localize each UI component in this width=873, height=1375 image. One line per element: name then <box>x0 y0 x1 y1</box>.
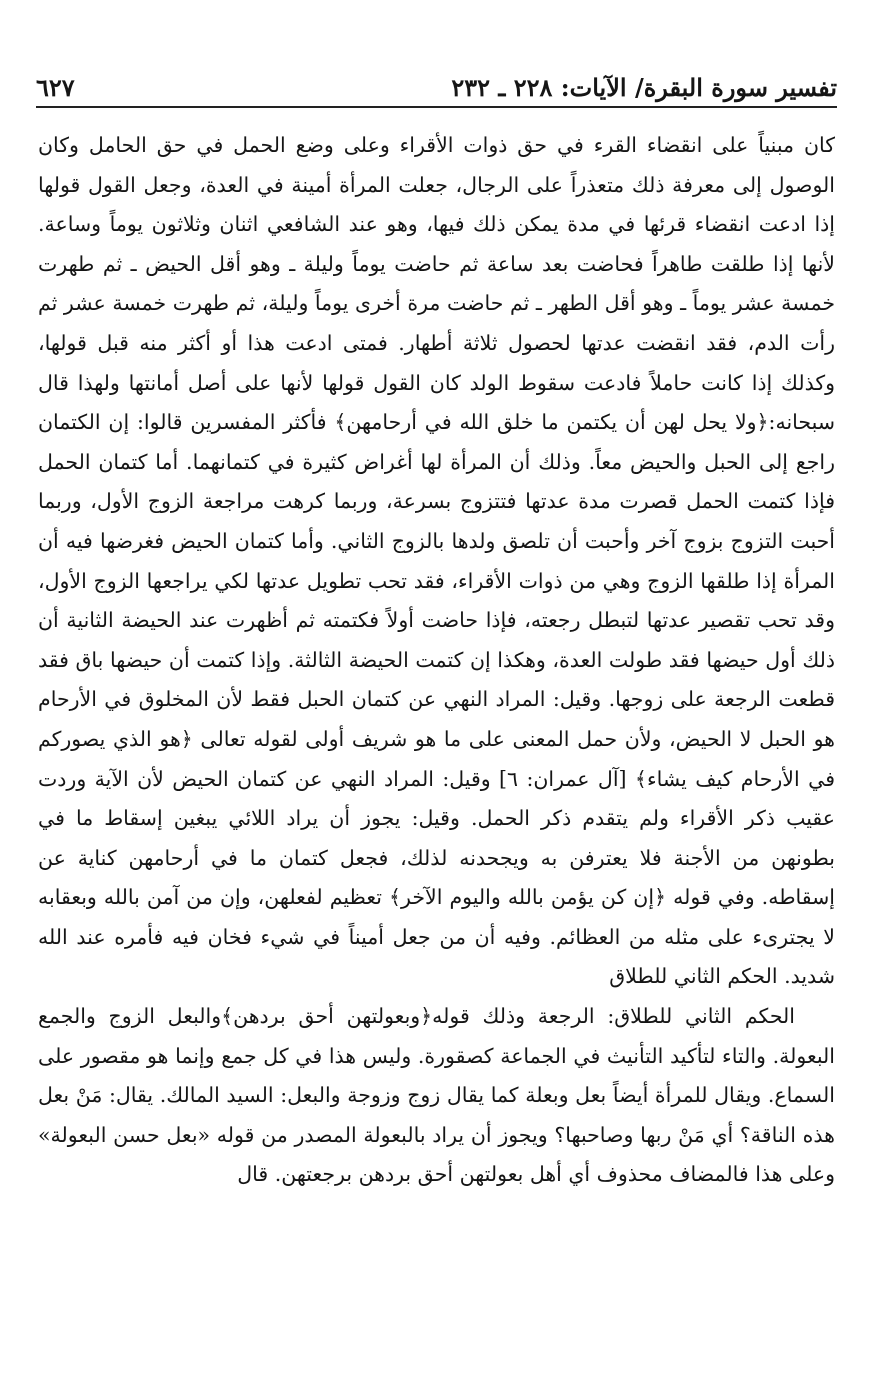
page-header <box>36 56 837 108</box>
page-number: ٦٢٧ <box>36 73 75 102</box>
paragraph: الحكم الثاني للطلاق: الرجعة وذلك قوله﴿وبعولتهن أحق بردهن﴾والبعل الزوج والجمع البعولة. والتاء لتأكيد التأنيث في الجماعة كصقورة. وليس هذا في كل جمع وإنما هو مقصور على السماع. ويقال للمرأة أيضاً بعل وبعلة كما يقال زوج وزوجة والبعل: السيد المالك. يقال: مَنْ بعل هذه الناقة؟ أي مَنْ ربها وصاحبها؟ ويجوز أن يراد بالبعولة المصدر من قوله «بعل حسن البعولة» وعلى هذا فالمضاف محذوف أي أهل بعولتهن أحق بردهن برجعتهن. قال <box>38 1004 835 1187</box>
paragraph: كان مبنياً على انقضاء القرء في حق ذوات الأقراء وعلى وضع الحمل في حق الحامل وكان الوصول إلى معرفة ذلك متعذراً على الرجال، جعلت المرأة أمينة في العدة، وجعل القول قولها إذا ادعت انقضاء قرئها في مدة يمكن ذلك فيها، وهو عند الشافعي اثنان وثلاثون يوماً وساعة. لأنها إذا طلقت طاهراً فحاضت بعد ساعة ثم حاضت يوماً وليلة ـ وهو أقل الحيض ـ ثم طهرت خمسة عشر يوماً ـ وهو أقل الطهر ـ ثم حاضت مرة أخرى يوماً وليلة، ثم طهرت خمسة عشر ثم رأت الدم، فقد انقضت عدتها لحصول ثلاثة أطهار. فمتى ادعت هذا أو أكثر منه قبل قولها، وكذلك إذا كانت حاملاً فادعت سقوط الولد كان القول قولها لأنها على أصل أمانتها ولهذا قال سبحانه:﴿ولا يحل لهن أن يكتمن ما خلق الله في أرحامهن﴾ فأكثر المفسرين قالوا: إن الكتمان راجع إلى الحبل والحيض معاً. وذلك أن المرأة لها أغراض كثيرة في كتمانهما. أما كتمان الحمل فإذا كتمت الحمل قصرت مدة عدتها فتتزوج بسرعة، وربما كرهت مراجعة الزوج الأول، وربما أحبت التزوج بزوج آخر وأحبت أن تلصق ولدها بالزوج الثاني. وأما كتمان الحيض فغرضها فيه أن المرأة إذا طلقها الزوج وهي من ذوات الأقراء، فقد تحب تطويل عدتها لكي يراجعها الزوج الأول، وقد تحب تقصير عدتها لتبطل رجعته، فإذا حاضت أولاً فكتمته ثم أظهرت عند الحيضة الثانية أن ذلك أول حيضها فقد طولت العدة، وهكذا إن كتمت الحيضة الثالثة. وإذا كتمت أن حيضها باق فقد قطعت الرجعة على زوجها. وقيل: المراد النهي عن كتمان الحبل فقط لأن المخلوق في الأرحام هو الحبل لا الحيض، ولأن حمل المعنى على ما هو شريف أولى لقوله تعالى ﴿هو الذي يصوركم في الأرحام كيف يشاء﴾ [آل عمران: ٦] وقيل: المراد النهي عن كتمان الحيض لأن الآية وردت عقيب ذكر الأقراء ولم يتقدم ذكر الحمل. وقيل: يجوز أن يراد اللائي يبغين إسقاط ما في بطونهن من الأجنة فلا يعترفن به ويجحدنه لذلك، فجعل كتمان ما في أرحامهن كناية عن إسقاطه. وفي قوله ﴿إن كن يؤمن بالله واليوم الآخر﴾ تعظيم لفعلهن، وإن من آمن بالله وبعقابه لا يجترىء على مثله من العظائم. وفيه أن من جعل أميناً في شيء فخان فيه فأمره عند الله شديد. الحكم الثاني للطلاق <box>38 133 835 989</box>
header-rule <box>36 106 837 108</box>
body-text <box>38 126 835 1195</box>
running-title: تفسير سورة البقرة/ الآيات: ٢٢٨ ـ ٢٣٢ <box>451 73 837 102</box>
